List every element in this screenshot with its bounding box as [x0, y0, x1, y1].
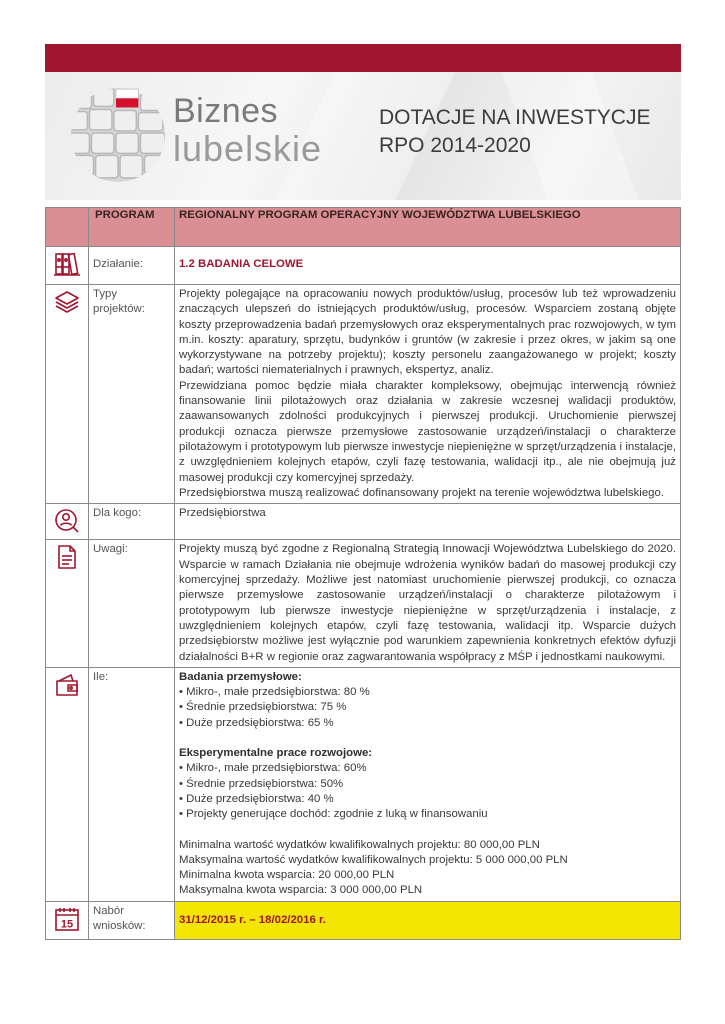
ile-value — [175, 667, 681, 901]
top-brand-bar — [45, 44, 681, 72]
icon-cell — [46, 901, 89, 939]
ile-heading-badania: Badania przemysłowe: — [179, 670, 302, 683]
ile-list-item: • Średnie przedsiębiorstwa: 50% — [179, 777, 344, 790]
ile-limit: Minimalna kwota wsparcia: 20 000,00 PLN — [179, 869, 395, 882]
nabor-label: Nabór wniosków: — [89, 901, 175, 939]
row-nabor — [46, 901, 681, 939]
typy-paragraph-1: Projekty polegające na opracowaniu nowych produktów/usług, procesów lub też wprowadzeniu znaczących ulepszeń do istniejących produktów/usług, procesów. Wsparciem zostaną objęte koszty przeprowadzenia badań przemysłowych oraz eksperymentalnych prac rozwojowych, w tym m.in. koszty: aparatury, sprzętu, budynków i gruntów (w zakresie i przez okres, w jakim są one wykorzystywane na potrzeby projektu); koszty personelu zaangażowanego w projekt; koszty badań; wartości niematerialnych i prawnych, ekspertyz, analiz. — [179, 288, 676, 377]
program-table — [45, 207, 681, 940]
ile-list-item: • Średnie przedsiębiorstwa: 75 % — [179, 701, 347, 714]
icon-cell — [46, 540, 89, 667]
dzialanie-value: 1.2 BADANIA CELOWE — [175, 247, 681, 285]
page-title: DOTACJE NA INWESTYCJE — [379, 106, 651, 129]
wallet-icon — [54, 689, 80, 701]
program-value: REGIONALNY PROGRAM OPERACYJNY WOJEWÓDZTWA LUBELSKIEGO — [175, 208, 681, 247]
icon-cell — [46, 285, 89, 504]
ile-label: Ile: — [89, 667, 175, 901]
dla-kogo-value: Przedsiębiorstwa — [175, 504, 681, 540]
ile-list-item: • Duże przedsiębiorstwa: 40 % — [179, 792, 334, 805]
dla-kogo-label: Dla kogo: — [89, 504, 175, 540]
document-icon — [54, 561, 80, 573]
ile-limit: Maksymalna kwota wsparcia: 3 000 000,00 PLN — [179, 884, 423, 897]
ile-list-item: • Duże przedsiębiorstwa: 65 % — [179, 716, 334, 729]
calendar-icon — [54, 918, 80, 935]
layers-icon — [54, 306, 80, 318]
globe-logo-icon — [67, 84, 169, 186]
ile-list-item: • Mikro-, małe przedsiębiorstwa: 80 % — [179, 686, 370, 699]
icon-cell — [46, 667, 89, 901]
ile-list-item: • Mikro-, małe przedsiębiorstwa: 60% — [179, 762, 367, 775]
typy-paragraph-3: Przedsiębiorstwa muszą realizować dofinansowany projekt na terenie województwa lubelskiego. — [179, 486, 664, 499]
typy-label: Typy projektów: — [89, 285, 175, 504]
dzialanie-label: Działanie: — [89, 247, 175, 285]
nabor-value: 31/12/2015 r. – 18/02/2016 r. — [175, 901, 681, 939]
row-dla-kogo — [46, 504, 681, 540]
ile-heading-eksperymentalne: Eksperymentalne prace rozwojowe: — [179, 747, 373, 760]
uwagi-label: Uwagi: — [89, 540, 175, 667]
row-typy-projektow — [46, 285, 681, 504]
page-subtitle: RPO 2014-2020 — [379, 134, 531, 157]
typy-value — [175, 285, 681, 504]
row-ile — [46, 667, 681, 901]
icon-cell — [46, 504, 89, 540]
header-empty-cell — [46, 208, 89, 247]
uwagi-value: Projekty muszą być zgodne z Regionalną Strategią Innowacji Województwa Lubelskiego do 2020. Wsparcie w ramach Działania nie obejmuje wdrożenia wyników badań do masowej produkcji czy komercyjnej sprzedaży. Możliwe jest natomiast uruchomienie pierwszej produkcji, co oznacza pierwsze przemysłowe zastosowanie urządzeń/instalacji o charakterze pilotażowym i prototypowym lub pierwsze inwestycje niepieniężne w sprzęt/urządzenia i instalacje, z uwzględnieniem kolejnych etapów, czyli fazę testowania, walidacji itp. Wsparcie dużych przedsiębiorstw możliwe jest wyłącznie pod warunkiem zapewnienia konkretnych efektów dyfuzji działalności B+R w regionie oraz zagwarantowania współpracy z MŚP i jednostkami naukowymi. — [175, 540, 681, 667]
ile-limit: Minimalna wartość wydatków kwalifikowalnych projektu: 80 000,00 PLN — [179, 838, 540, 851]
typy-paragraph-2: Przewidziana pomoc będzie miała charakter kompleksowy, obejmując interwencją również finansowanie linii pilotażowych oraz działania w zakresie wczesnej walidacji produktów, zaawansowanych zdolności produkcyjnych i pierwszej produkcji. Uruchomienie pierwszej produkcji oznacza pierwsze przemysłowe zastosowanie urządzeń/instalacji o charakterze pilotażowym i prototypowym lub pierwsze inwestycje niepieniężne w sprzęt/urządzenia i instalacje, z uwzględnieniem kolejnych etapów, czyli fazę testowania, walidacji itp., ale nie obejmują już masowej produkcji czy komercyjnej sprzedaży. — [179, 379, 676, 484]
header-banner — [45, 72, 681, 200]
calendar-day: 15 — [60, 918, 74, 931]
row-uwagi — [46, 540, 681, 667]
icon-cell — [46, 247, 89, 285]
person-search-icon — [54, 525, 80, 537]
program-label: PROGRAM — [89, 208, 175, 247]
row-dzialanie — [46, 247, 681, 285]
logo-text-lubelskie: lubelskie — [173, 128, 323, 169]
program-header-row — [46, 208, 681, 247]
ile-list-item: • Projekty generujące dochód: zgodnie z luką w finansowaniu — [179, 808, 488, 821]
binders-icon — [54, 268, 80, 280]
logo-text-biznes: Biznes — [173, 92, 279, 130]
ile-limit: Maksymalna wartość wydatków kwalifikowalnych projektu: 5 000 000,00 PLN — [179, 853, 568, 866]
